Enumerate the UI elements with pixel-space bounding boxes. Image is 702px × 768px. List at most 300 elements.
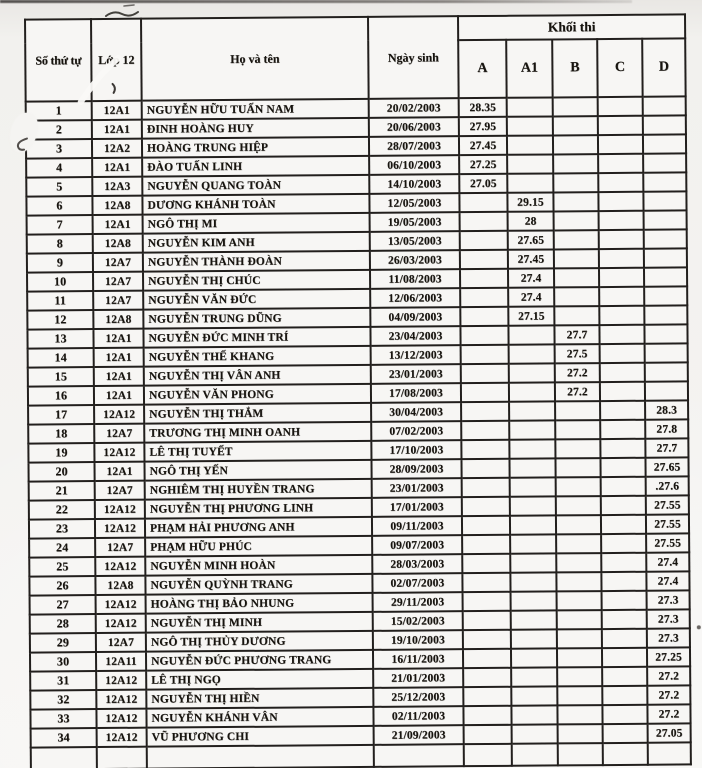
cell-stt: 1 <box>26 101 92 121</box>
cell-class: 12A1 <box>94 386 144 405</box>
cell-score-d <box>643 172 686 191</box>
cell-name: NGUYỄN THỊ PHƯƠNG LINH <box>145 498 372 519</box>
cell-stt: 18 <box>28 424 94 444</box>
cell-score-c <box>599 287 644 306</box>
cell-score-d <box>644 248 687 267</box>
cell-name: NGUYỄN KHÁNH VÂN <box>146 707 373 728</box>
cell-stt: 26 <box>29 576 95 596</box>
cell-score-b <box>553 135 598 154</box>
cell-score-c <box>600 439 645 458</box>
cell-score-a1 <box>511 591 557 610</box>
cell-name: TRƯƠNG THỊ MINH OANH <box>144 422 371 443</box>
cell-stt: 5 <box>26 177 92 197</box>
cell-name: NGUYỄN MINH HOÀN <box>145 555 372 576</box>
cell-score-c <box>599 306 644 325</box>
cell-class: 12A11 <box>96 652 146 671</box>
cell-name: NGUYỄN THẾ KHANG <box>144 346 371 367</box>
cell-stt: 12 <box>27 310 93 330</box>
cell-score-d <box>644 267 687 286</box>
cell-score-c <box>598 116 643 135</box>
cell-score-a <box>461 459 509 478</box>
cell-score-a1 <box>510 553 556 572</box>
cell-score-c <box>598 173 643 192</box>
cell-class: 12A7 <box>95 538 145 557</box>
cell-score-d: 27.65 <box>645 457 688 476</box>
cell-name: DƯƠNG KHÁNH TOÀN <box>142 194 369 215</box>
cell-score-d <box>643 96 686 115</box>
cell-score-c <box>600 458 645 477</box>
cell-score-b <box>557 610 602 629</box>
cell-name: NGUYỄN VĂN ĐỨC <box>143 289 370 310</box>
cell-name: NGUYỄN QUANG TOÀN <box>142 175 369 196</box>
cell-score-d <box>645 343 688 362</box>
cell-name: HOÀNG TRUNG HIỆP <box>142 137 369 158</box>
cell-score-c <box>600 382 645 401</box>
cell-score-c <box>602 610 647 629</box>
cell-score-b: 27.2 <box>555 382 600 401</box>
cell-score-c <box>598 154 643 173</box>
cell-dob: 02/11/2003 <box>373 706 463 726</box>
cell-class: 12A8 <box>92 196 142 215</box>
cell-name: NGUYỄN ĐỨC MINH TRÍ <box>143 327 370 348</box>
cell-score-b <box>558 724 603 743</box>
cell-dob: 21/09/2003 <box>374 725 464 745</box>
cell-score-b: 27.7 <box>554 325 599 344</box>
cell-score-d: 27.3 <box>647 628 690 647</box>
cell-score-a1 <box>509 401 555 420</box>
cell-score-a1 <box>507 154 553 173</box>
cell-class: 12A1 <box>92 158 142 177</box>
cell-stt: 19 <box>28 443 94 463</box>
cell-score-b <box>553 154 598 173</box>
header-class: Lớp 12 <box>91 19 142 101</box>
cell-score-a <box>463 649 511 668</box>
cell-dob: 19/10/2003 <box>373 630 463 650</box>
cell-score-a1: 27.4 <box>508 287 554 306</box>
cell-score-a1 <box>511 648 557 667</box>
cell-score-c <box>598 97 643 116</box>
cell-score-a1 <box>510 515 556 534</box>
cell-score-a1 <box>510 496 556 515</box>
cell-score-a1 <box>511 629 557 648</box>
cell-score-d: 27.4 <box>646 552 689 571</box>
cell-score-b <box>557 705 602 724</box>
cell-score-a <box>460 288 508 307</box>
cell-score-b: 27.5 <box>555 344 600 363</box>
cell-name: NGUYỄN THỊ HIỀN <box>146 688 373 709</box>
cell-stt: 31 <box>30 671 96 691</box>
cell-name: ĐÀO TUẤN LINH <box>142 156 369 177</box>
cell-score-b <box>555 401 600 420</box>
cell-score-a1 <box>511 705 557 724</box>
cell-class: 12A8 <box>93 310 143 329</box>
cell-class: 12A12 <box>94 405 144 424</box>
cell-score-a: 27.45 <box>459 136 507 155</box>
cell-name: VŨ PHƯƠNG CHI <box>147 726 374 747</box>
cell-name: NGUYỄN VĂN PHONG <box>144 384 371 405</box>
cell-dob: 20/02/2003 <box>369 98 459 118</box>
cell-score-a <box>460 269 508 288</box>
cell-score-a <box>461 421 509 440</box>
cell-score-a1 <box>509 344 555 363</box>
cell-stt: 11 <box>27 291 93 311</box>
cell-dob: 20/06/2003 <box>369 117 459 137</box>
cell-score-b <box>556 553 601 572</box>
cell-score-d: 27.2 <box>647 704 690 723</box>
cell-score-c <box>602 705 647 724</box>
cell-stt: 14 <box>28 348 94 368</box>
cell-score-d <box>644 210 687 229</box>
cell-score-a1 <box>510 477 556 496</box>
cell-class: 12A12 <box>94 443 144 462</box>
cell-score-b <box>557 667 602 686</box>
cell-name: LÊ THỊ NGỌ <box>146 669 373 690</box>
cell-score-d: 27.3 <box>647 609 690 628</box>
cell-score-b <box>554 306 599 325</box>
cell-score-b <box>553 97 598 116</box>
cell-dob: 26/03/2003 <box>370 250 460 270</box>
header-stt: Số thứ tự <box>25 19 92 102</box>
cell-stt: 29 <box>30 633 96 653</box>
cell-stt: 32 <box>30 690 96 710</box>
cell-score-d <box>644 324 687 343</box>
cell-score-c <box>600 401 645 420</box>
cell-score-d <box>643 134 686 153</box>
cell-score-d <box>644 229 687 248</box>
cell-dob: 13/12/2003 <box>371 345 461 365</box>
cell-stt: 10 <box>27 272 93 292</box>
cell-score-a <box>461 402 509 421</box>
cell-class: 12A12 <box>96 614 146 633</box>
cell-score-d <box>645 381 688 400</box>
cell-dob: 06/10/2003 <box>369 155 459 175</box>
cell-score-a <box>463 706 511 725</box>
cell-score-a1: 27.4 <box>508 268 554 287</box>
cell-name: NGÔ THỊ YẾN <box>144 460 371 481</box>
cell-score-a: 28.35 <box>459 98 507 117</box>
cell-score-b <box>555 420 600 439</box>
cell-score-a1 <box>507 97 553 116</box>
cell-score-a <box>462 497 510 516</box>
cell-name: NGUYỄN QUỲNH TRANG <box>145 574 372 595</box>
header-exam-a1: A1 <box>506 39 552 97</box>
cell-stt: 30 <box>30 652 96 672</box>
cell-score-a <box>460 212 508 231</box>
cell-score-c <box>602 591 647 610</box>
cell-score-a1 <box>510 572 556 591</box>
cell-name: NGUYỄN THỊ VÂN ANH <box>144 365 371 386</box>
cell-score-b <box>555 458 600 477</box>
cell-stt: 17 <box>28 405 94 425</box>
cell-dob: 29/11/2003 <box>373 592 463 612</box>
cell-dob: 28/07/2003 <box>369 136 459 156</box>
cell-score-c <box>599 230 644 249</box>
cell-score-b <box>556 515 601 534</box>
cell-name: NGÔ THỊ MI <box>143 213 370 234</box>
cell-dob: 23/01/2003 <box>372 478 462 498</box>
cell-name: LÊ THỊ TUYẾT <box>144 441 371 462</box>
cell-score-b <box>553 116 598 135</box>
cell-score-c <box>600 420 645 439</box>
cell-class: 12A7 <box>95 481 145 500</box>
cell-class: 12A12 <box>96 690 146 709</box>
cell-name: NGUYỄN HỮU TUẤN NAM <box>142 99 369 120</box>
cell-name: NGUYỄN THỊ CHÚC <box>143 270 370 291</box>
cell-score-c <box>599 211 644 230</box>
cell-score-a <box>463 611 511 630</box>
cell-class: 12A1 <box>92 120 142 139</box>
cell-name: HOÀNG THỊ BẢO NHUNG <box>146 593 373 614</box>
cell-class: 12A1 <box>92 101 142 120</box>
cell-score-d: 27.55 <box>646 533 689 552</box>
cell-stt: 3 <box>26 139 92 159</box>
cell-dob: 17/08/2003 <box>371 383 461 403</box>
cell-score-d <box>644 286 687 305</box>
cell-dob: 09/07/2003 <box>372 535 462 555</box>
cell-score-a <box>463 668 511 687</box>
cell-score-c <box>598 135 643 154</box>
cell-score-c <box>600 363 645 382</box>
cell-score-b <box>553 173 598 192</box>
cell-score-b <box>554 230 599 249</box>
cell-score-b <box>557 686 602 705</box>
cell-name: NGUYỄN ĐỨC PHƯƠNG TRANG <box>146 650 373 671</box>
cell-score-d: 27.55 <box>646 495 689 514</box>
cell-dob: 17/01/2003 <box>372 497 462 517</box>
header-exam-group: Khối thi <box>458 14 685 40</box>
cell-class: 12A12 <box>95 519 145 538</box>
cell-score-b <box>556 477 601 496</box>
cell-score-a1 <box>509 363 555 382</box>
cell-score-a1 <box>507 116 553 135</box>
cell-score-b <box>556 572 601 591</box>
cell-score-d: 27.55 <box>646 514 689 533</box>
cell-dob: 02/07/2003 <box>372 573 462 593</box>
cell-class: 12A12 <box>96 595 146 614</box>
cell-score-a1 <box>508 325 554 344</box>
cell-stt: 20 <box>28 462 94 482</box>
cell-stt: 13 <box>27 329 93 349</box>
cell-dob: 23/04/2003 <box>370 326 460 346</box>
cell-class: 12A2 <box>92 139 142 158</box>
header-dob: Ngày sinh <box>368 16 459 99</box>
cell-class: 12A8 <box>93 234 143 253</box>
cell-score-b <box>557 591 602 610</box>
cell-score-d: .27.6 <box>646 476 689 495</box>
cell-class: 12A1 <box>93 215 143 234</box>
cell-score-a1: 27.65 <box>508 230 554 249</box>
cell-name: NGÔ THỊ THỦY DƯƠNG <box>146 631 373 652</box>
cell-score-d: 27.7 <box>645 438 688 457</box>
cell-score-c <box>602 686 647 705</box>
cell-class: 12A7 <box>93 272 143 291</box>
cell-stt: 16 <box>28 386 94 406</box>
cell-score-b <box>557 629 602 648</box>
cell-score-a: 27.95 <box>459 117 507 136</box>
cell-dob: 09/11/2003 <box>372 516 462 536</box>
cell-dob: 07/02/2003 <box>371 421 461 441</box>
cell-score-c <box>603 724 648 743</box>
table-header <box>25 14 686 101</box>
cell-dob: 15/02/2003 <box>373 611 463 631</box>
cell-score-a1 <box>507 173 553 192</box>
cell-dob: 16/11/2003 <box>373 649 463 669</box>
cell-score-a <box>461 364 509 383</box>
cell-score-d <box>643 115 686 134</box>
cell-score-a1 <box>511 686 557 705</box>
cell-class: 12A1 <box>94 462 144 481</box>
cell-stt: 8 <box>27 234 93 254</box>
cell-score-c <box>601 534 646 553</box>
cell-score-d <box>643 191 686 210</box>
table-body-overflow <box>31 742 691 768</box>
cell-score-a1: 29.15 <box>507 192 553 211</box>
cell-score-a1 <box>510 534 556 553</box>
cell-stt: 25 <box>29 557 95 577</box>
cell-dob: 30/04/2003 <box>371 402 461 422</box>
cell-class: 12A7 <box>94 424 144 443</box>
cell-score-a1 <box>509 458 555 477</box>
cell-name: NGUYỄN THỊ MINH <box>146 612 373 633</box>
cell-score-a1: 27.15 <box>508 306 554 325</box>
cell-score-b <box>554 268 599 287</box>
cell-score-c <box>601 572 646 591</box>
cell-stt: 27 <box>30 595 96 615</box>
cell-score-d: 27.2 <box>647 685 690 704</box>
cell-score-a <box>460 307 508 326</box>
cell-score-a1 <box>507 135 553 154</box>
cell-dob: 17/10/2003 <box>371 440 461 460</box>
cell-score-a <box>460 250 508 269</box>
ink-dot-artifact <box>697 625 701 629</box>
score-table <box>24 13 692 768</box>
cell-dob: 04/09/2003 <box>370 307 460 327</box>
cell-score-c <box>599 268 644 287</box>
cell-score-c <box>598 192 643 211</box>
cell-dob: 28/09/2003 <box>371 459 461 479</box>
cell-stt: 23 <box>29 519 95 539</box>
cell-stt: 21 <box>29 481 95 501</box>
cell-class: 12A8 <box>95 576 145 595</box>
cell-score-a <box>461 440 509 459</box>
cell-score-a1 <box>511 667 557 686</box>
cell-score-d: 27.05 <box>648 723 691 742</box>
cell-score-a1 <box>509 439 555 458</box>
header-exam-a: A <box>458 40 506 98</box>
cell-score-b <box>556 496 601 515</box>
cell-score-b <box>556 534 601 553</box>
cell-score-a <box>460 326 508 345</box>
cell-score-d <box>644 305 687 324</box>
cell-score-c <box>602 648 647 667</box>
cell-score-a: 27.25 <box>459 155 507 174</box>
cell-score-a1 <box>509 420 555 439</box>
cell-score-b <box>553 192 598 211</box>
cell-class: 12A12 <box>95 557 145 576</box>
cell-stt: 4 <box>26 158 92 178</box>
cell-score-a <box>462 516 510 535</box>
cell-score-a <box>461 345 509 364</box>
cell-dob: 28/03/2003 <box>372 554 462 574</box>
header-exam-b: B <box>552 39 597 97</box>
cell-class: 12A1 <box>93 329 143 348</box>
cell-class: 12A1 <box>94 367 144 386</box>
cell-score-c <box>601 515 646 534</box>
cell-score-c <box>599 325 644 344</box>
cell-name: NGHIÊM THỊ HUYỀN TRANG <box>145 479 372 500</box>
cell-dob: 19/05/2003 <box>370 212 460 232</box>
cell-name: NGUYỄN TRUNG DŨNG <box>143 308 370 329</box>
cell-score-c <box>601 496 646 515</box>
cell-score-a1 <box>512 724 558 743</box>
cell-dob: 13/05/2003 <box>370 231 460 251</box>
cell-class: 12A12 <box>95 500 145 519</box>
cell-dob: 11/08/2003 <box>370 269 460 289</box>
cell-class: 12A12 <box>96 671 146 690</box>
cell-score-d: 27.3 <box>647 590 690 609</box>
cell-class: 12A3 <box>92 177 142 196</box>
cell-score-c <box>599 249 644 268</box>
cell-score-c <box>601 553 646 572</box>
cell-stt: 33 <box>30 709 96 729</box>
cell-name: ĐINH HOÀNG HUY <box>142 118 369 139</box>
cell-class: 12A12 <box>96 709 146 728</box>
cell-name: NGUYỄN KIM ANH <box>143 232 370 253</box>
header-exam-c: C <box>597 39 642 97</box>
cell-stt: 22 <box>29 500 95 520</box>
cell-class: 12A12 <box>97 728 147 747</box>
cell-stt: 15 <box>28 367 94 387</box>
cell-name: NGUYỄN THÀNH ĐOÀN <box>143 251 370 272</box>
cell-dob: 14/10/2003 <box>369 174 459 194</box>
cell-dob: 12/06/2003 <box>370 288 460 308</box>
cell-score-a <box>461 383 509 402</box>
cell-stt: 7 <box>27 215 93 235</box>
header-exam-d: D <box>642 38 685 96</box>
cell-score-a1: 27.45 <box>508 249 554 268</box>
table-body <box>26 96 691 747</box>
cell-score-c <box>602 667 647 686</box>
cell-class: 12A7 <box>96 633 146 652</box>
cell-score-a <box>462 478 510 497</box>
cell-score-c <box>602 629 647 648</box>
header-name: Họ và tên <box>141 17 369 101</box>
cell-class: 12A1 <box>94 348 144 367</box>
cell-score-c <box>601 477 646 496</box>
cell-dob: 23/01/2003 <box>371 364 461 384</box>
cell-stt: 24 <box>29 538 95 558</box>
cell-score-a: 27.05 <box>459 174 507 193</box>
cell-score-a <box>459 193 507 212</box>
scan-streak-artifact <box>0 0 632 3</box>
cell-stt: 28 <box>30 614 96 634</box>
cell-name: NGUYỄN THỊ THẮM <box>144 403 371 424</box>
cell-score-b <box>554 287 599 306</box>
cell-stt: 2 <box>26 120 92 140</box>
cell-score-d: 27.8 <box>645 419 688 438</box>
cell-score-a <box>462 554 510 573</box>
cell-class: 12A7 <box>93 253 143 272</box>
cell-score-b <box>555 439 600 458</box>
cell-dob: 21/01/2003 <box>373 668 463 688</box>
cell-score-d: 27.25 <box>647 647 690 666</box>
table-sheet <box>24 13 692 768</box>
cell-score-b <box>554 211 599 230</box>
cell-score-b <box>554 249 599 268</box>
cell-score-d: 28.3 <box>645 400 688 419</box>
cell-score-a <box>460 231 508 250</box>
cell-dob: 12/05/2003 <box>369 193 459 213</box>
